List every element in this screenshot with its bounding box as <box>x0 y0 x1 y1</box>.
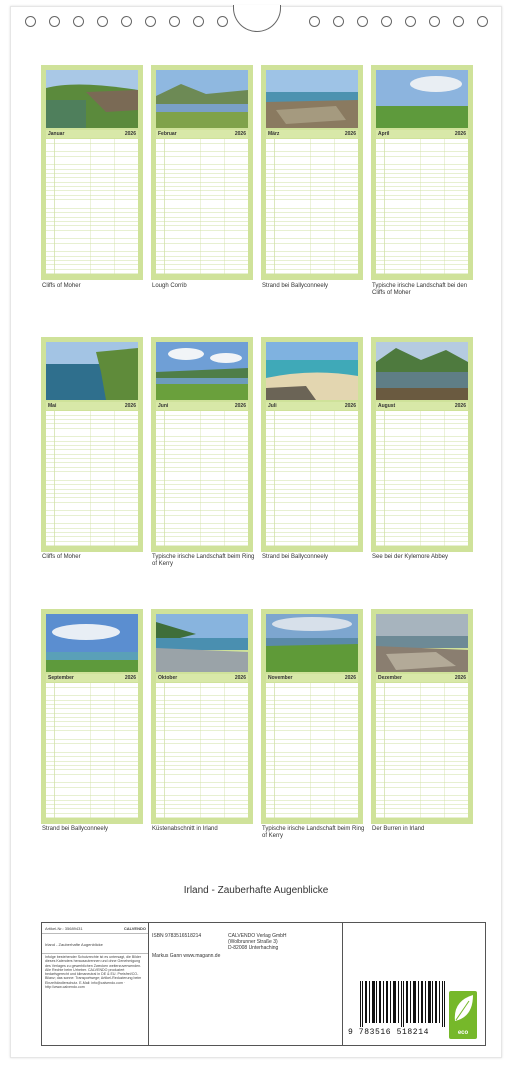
month-name: Oktober <box>158 675 178 681</box>
day-grid <box>156 139 248 274</box>
brand-logo-small: CALVENDO <box>123 926 146 931</box>
month-year: 2026 <box>344 131 356 137</box>
month-card-dezember <box>371 609 473 824</box>
calendar-page <box>10 6 502 1058</box>
month-caption: Typische irische Landschaft beim Ring of Kerry <box>262 826 365 839</box>
publisher-street: (Wolbrunner Straße 3) <box>228 939 278 945</box>
month-name: Juni <box>158 403 169 409</box>
photo-burren <box>376 614 468 672</box>
month-name: Februar <box>158 131 177 137</box>
calendar-title: Irland - Zauberhafte Augenblicke <box>183 885 329 896</box>
day-grid <box>266 139 358 274</box>
hanger-cutout <box>233 5 281 32</box>
barcode-digits: 9 783516 518214 <box>348 1028 430 1037</box>
month-caption: Strand bei Ballyconneely <box>262 554 329 560</box>
month-year: 2026 <box>234 403 246 409</box>
author-text: Markus Gann www.magann.de <box>152 953 221 959</box>
photo-landscape <box>266 614 358 672</box>
month-caption: Küstenabschnitt in Irland <box>152 826 218 832</box>
day-grid <box>266 411 358 546</box>
binding-holes <box>11 7 501 27</box>
month-year: 2026 <box>124 675 136 681</box>
day-grid <box>46 683 138 818</box>
photo-coast <box>156 614 248 672</box>
photo-landscape <box>156 342 248 400</box>
publisher-name: CALVENDO Verlag GmbH <box>228 933 287 939</box>
month-card-juli <box>261 337 363 552</box>
photo-beach <box>46 614 138 672</box>
month-caption: Lough Corrib <box>152 283 187 289</box>
month-caption: Strand bei Ballyconneely <box>42 826 109 832</box>
month-card-januar <box>41 65 143 280</box>
article-number: Artikel-Nr.: 35689431 <box>45 926 83 931</box>
isbn-text: ISBN 9783516518214 <box>152 933 202 939</box>
leaf-icon <box>449 991 477 1027</box>
month-caption: Cliffs of Moher <box>42 554 81 560</box>
publisher-city: D-82008 Unterhaching <box>228 945 279 951</box>
month-year: 2026 <box>344 675 356 681</box>
month-card-februar <box>151 65 253 280</box>
photo-beach <box>266 342 358 400</box>
month-year: 2026 <box>124 403 136 409</box>
month-card-maerz <box>261 65 363 280</box>
month-caption: Strand bei Ballyconneely <box>262 283 329 289</box>
month-name: März <box>268 131 280 137</box>
month-year: 2026 <box>234 131 246 137</box>
day-grid <box>376 411 468 546</box>
day-grid <box>46 139 138 274</box>
month-card-oktober <box>151 609 253 824</box>
month-caption: Typische irische Landschaft bei den Cliffs of Moher <box>372 283 468 296</box>
month-year: 2026 <box>234 675 246 681</box>
month-card-mai <box>41 337 143 552</box>
month-name: Dezember <box>378 675 402 681</box>
month-year: 2026 <box>454 675 466 681</box>
photo-beach <box>266 70 358 128</box>
month-card-september <box>41 609 143 824</box>
month-caption: Typische irische Landschaft beim Ring of Kerry <box>152 554 255 567</box>
month-year: 2026 <box>454 131 466 137</box>
month-card-august <box>371 337 473 552</box>
month-name: Januar <box>48 131 65 137</box>
month-card-november <box>261 609 363 824</box>
day-grid <box>156 683 248 818</box>
month-caption: Der Burren in Irland <box>372 826 425 832</box>
product-line: Irland - Zauberhafte Augenblicke <box>45 942 103 947</box>
photo-cliffs <box>46 342 138 400</box>
month-name: Mai <box>48 403 57 409</box>
imprint-box <box>41 922 486 1046</box>
eco-label: eco <box>457 1030 469 1036</box>
month-caption: Cliffs of Moher <box>42 283 81 289</box>
day-grid <box>376 139 468 274</box>
month-caption: See bei der Kylemore Abbey <box>372 554 449 560</box>
photo-lake <box>156 70 248 128</box>
month-name: November <box>268 675 293 681</box>
day-grid <box>376 683 468 818</box>
month-name: September <box>48 675 74 681</box>
photo-lake <box>376 342 468 400</box>
photo-cliffs <box>46 70 138 128</box>
day-grid <box>46 411 138 546</box>
month-name: August <box>378 403 396 409</box>
day-grid <box>156 411 248 546</box>
day-grid <box>266 683 358 818</box>
month-name: Juli <box>268 403 277 409</box>
photo-landscape <box>376 70 468 128</box>
month-card-juni <box>151 337 253 552</box>
month-card-april <box>371 65 473 280</box>
barcode-image <box>360 981 446 1027</box>
month-year: 2026 <box>344 403 356 409</box>
month-year: 2026 <box>124 131 136 137</box>
month-name: April <box>378 131 390 137</box>
eco-badge <box>449 991 477 1039</box>
month-year: 2026 <box>454 403 466 409</box>
legal-text: Infolge bestehender Schutzrechte ist es untersagt, die Bilder dieses Kalenders herauszutrennen und ohne Genehmigung des Verlages zu gewerblichen Zwecken weiterzuverwenden. Alle Rechte beim Urheber. CALVENDO produziert bedarfsgerecht und klimaneutral in DE & EU. Preisfrei/CO-Bilanz; das sonne: Transportwege; Artikel-Reduzierung beim Einzelhändlerschutz. E-Mail: info@calvendo.com · http://www.calvendo.com <box>45 955 142 990</box>
